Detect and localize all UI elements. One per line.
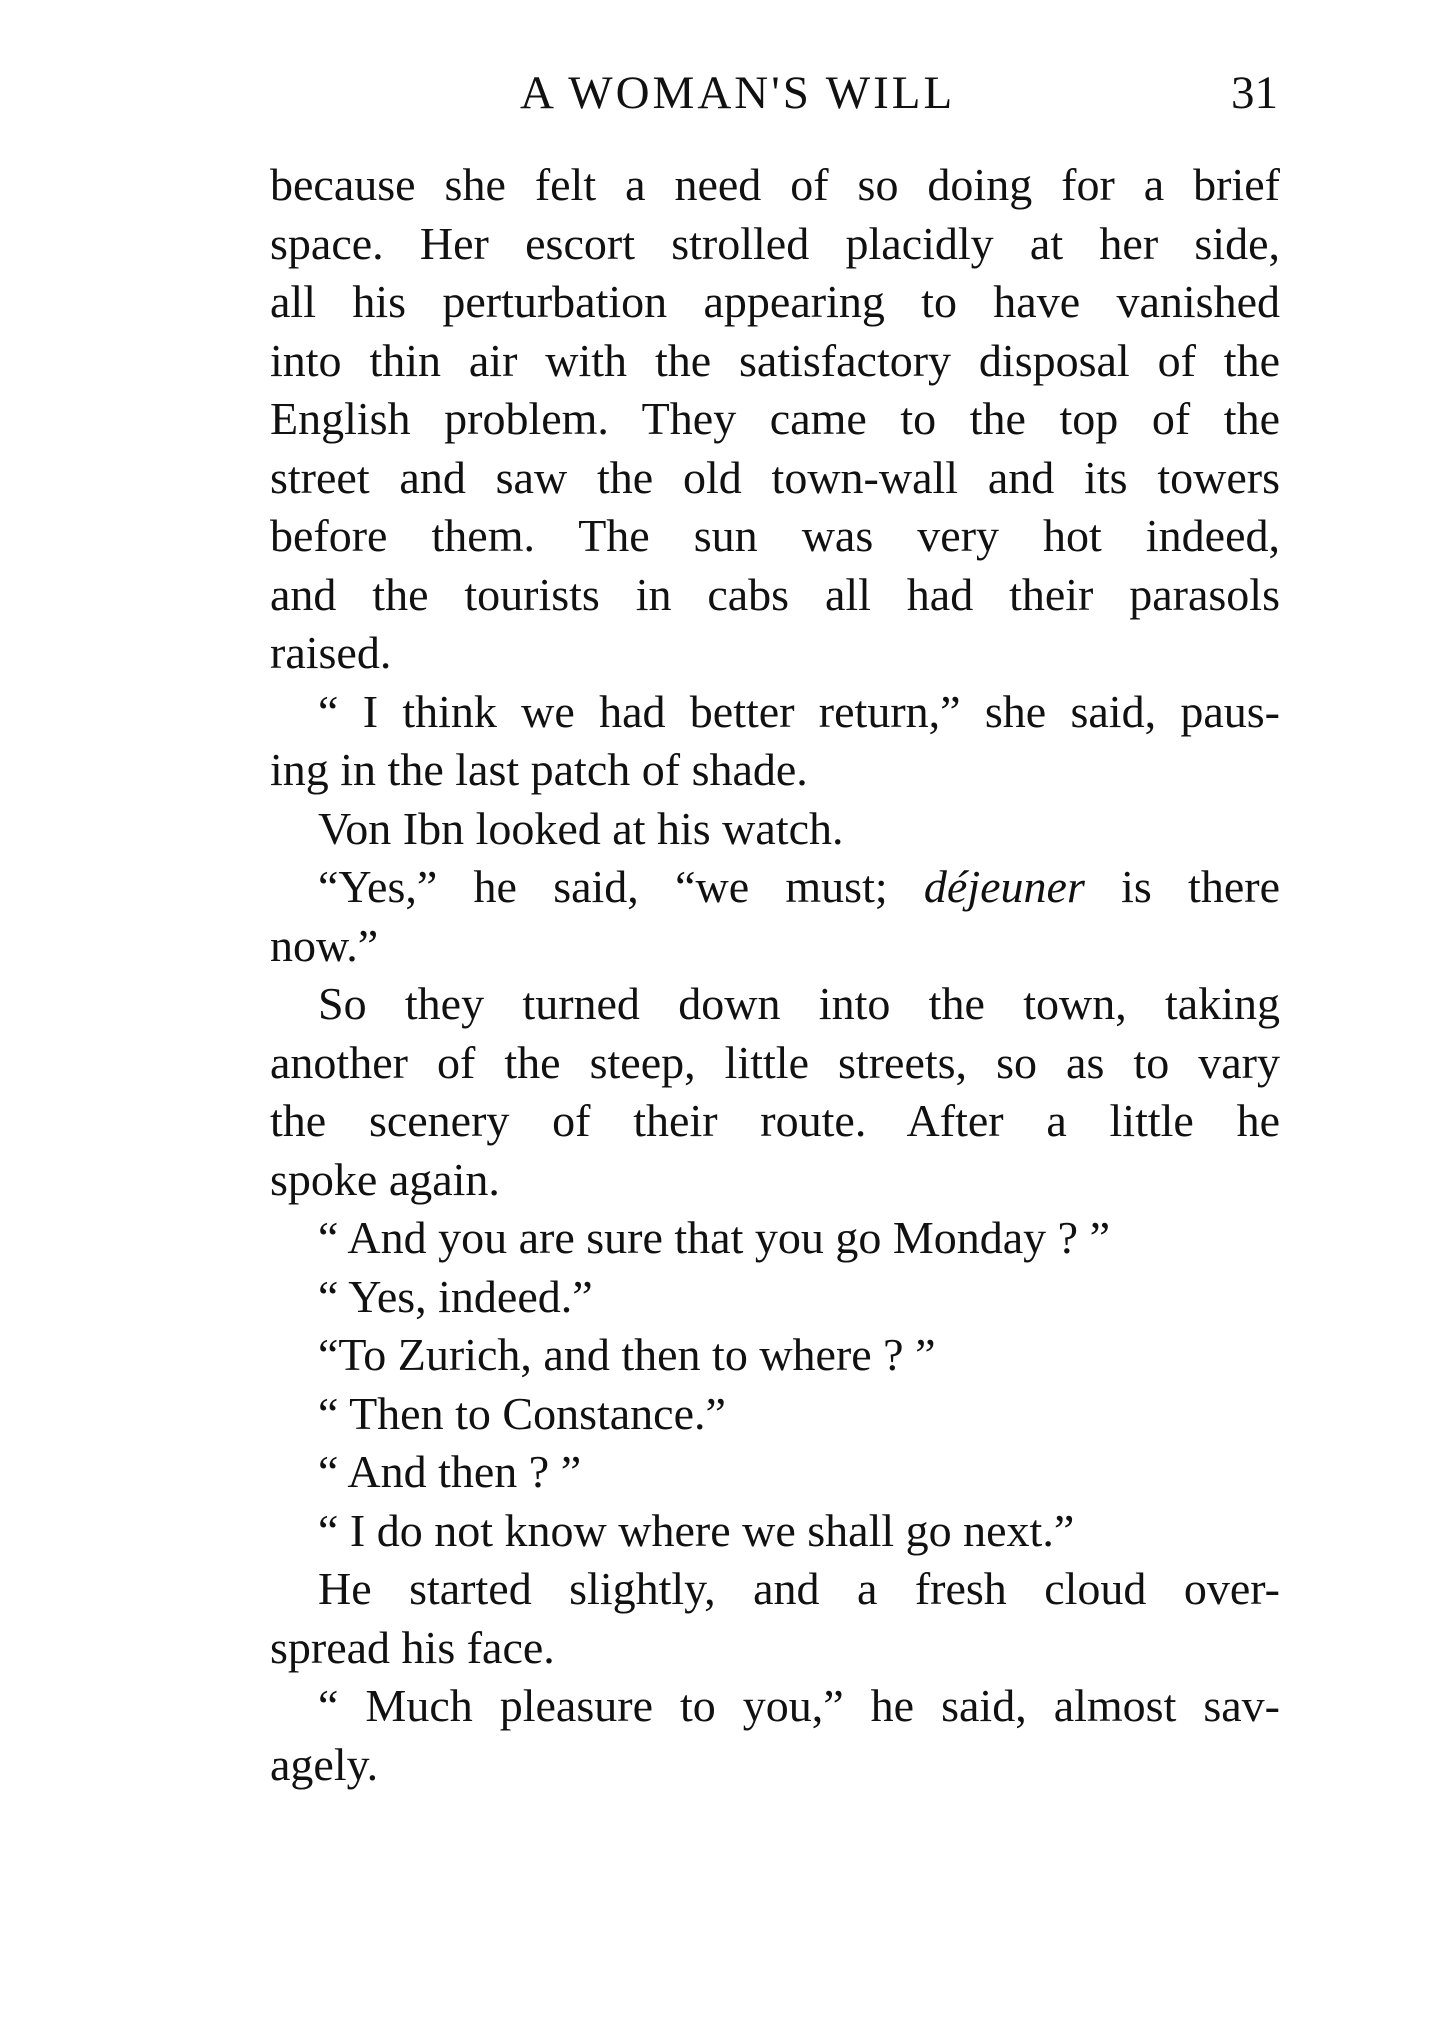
- text-line: “ Then to Constance.”: [318, 1387, 726, 1439]
- text-line: raised.: [270, 627, 392, 678]
- text-line: ing in the last patch of shade.: [270, 744, 808, 795]
- text-line: So they turned down into the town, taking: [318, 978, 1280, 1029]
- text-line: He started slightly, and a fresh cloud over-: [318, 1563, 1280, 1614]
- text-line: “ I think we had better return,” she said, paus-: [318, 685, 1280, 737]
- text-line: “ Yes, indeed.”: [318, 1270, 593, 1322]
- text-line: spoke again.: [270, 1153, 500, 1205]
- text-line: agely.: [270, 1738, 379, 1790]
- text-line: Von Ibn looked at his watch.: [318, 802, 844, 854]
- text-line: space. Her escort strolled placidly at her side,: [270, 217, 1280, 269]
- text-line: because she felt a need of so doing for a brief: [270, 159, 1280, 210]
- page-number: 31: [1231, 67, 1278, 119]
- text-line: “ And then ? ”: [318, 1446, 582, 1497]
- italic-word: déjeuner: [923, 861, 1085, 912]
- text-line: street and saw the old town-wall and its towers: [270, 451, 1280, 503]
- text-line: “ Much pleasure to you,” he said, almost sav-: [318, 1680, 1280, 1731]
- text-line: “ And you are sure that you go Monday ? ”: [318, 1212, 1111, 1263]
- text-line: “ I do not know where we shall go next.”: [318, 1504, 1075, 1556]
- running-title: A WOMAN'S WILL: [520, 67, 956, 119]
- text-line: the scenery of their route. After a little he: [270, 1095, 1280, 1146]
- running-head: [270, 66, 1280, 126]
- text-line: all his perturbation appearing to have vanished: [270, 276, 1280, 327]
- text-line: before them. The sun was very hot indeed,: [270, 510, 1280, 561]
- text-line: now.”: [270, 919, 379, 971]
- text-line-dejeuner: [270, 858, 1280, 917]
- text-line: English problem. They came to the top of the: [270, 393, 1280, 444]
- text-line: spread his face.: [270, 1621, 555, 1673]
- text-line: another of the steep, little streets, so as to vary: [270, 1036, 1280, 1088]
- text-run: is there: [1084, 861, 1280, 912]
- body-text: [270, 156, 1280, 1794]
- text-line: and the tourists in cabs all had their parasols: [270, 568, 1280, 620]
- text-run: “Yes,” he said, “we must;: [318, 861, 924, 912]
- text-line: into thin air with the satisfactory disposal of the: [270, 334, 1280, 386]
- text-line: “To Zurich, and then to where ? ”: [318, 1329, 936, 1380]
